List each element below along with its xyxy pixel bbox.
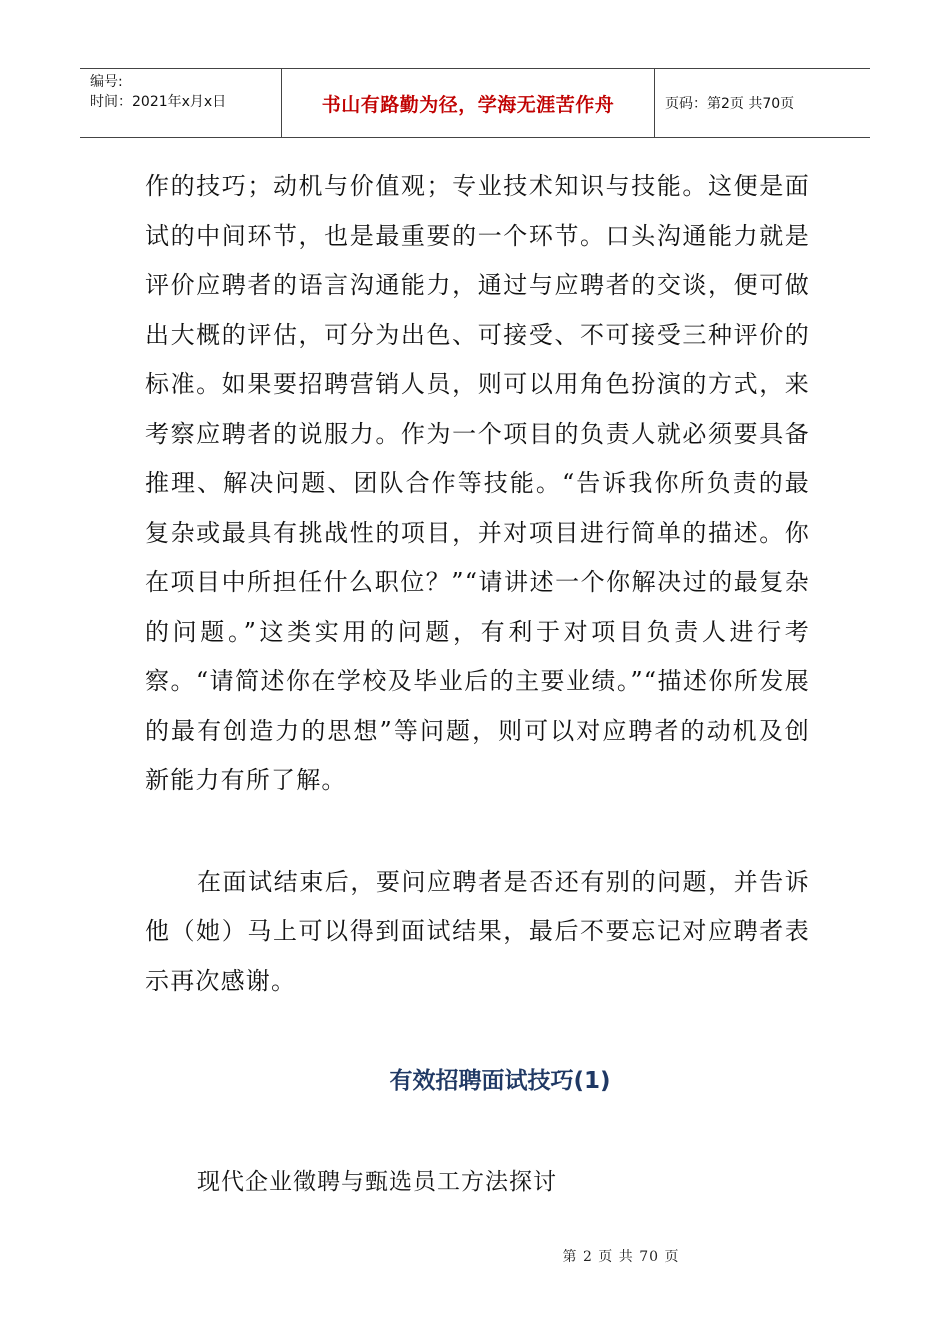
- body-paragraph-1: 作的技巧；动机与价值观；专业技术知识与技能。这便是面试的中间环节，也是最重要的一个环节。口头沟通能力就是评价应聘者的语言沟通能力，通过与应聘者的交谈，便可做出大概的评估，可分为出色、可接受、不可接受三种评价的标准。如果要招聘营销人员，则可以用角色扮演的方式，来考察应聘者的说服力。作为一个项目的负责人就必须要具备推理、解决问题、团队合作等技能。“告诉我你所负责的最复杂或最具有挑战性的项目，并对项目进行简单的描述。你在项目中所担任什么职位？”“请讲述一个你解决过的最复杂的问题。”这类实用的问题，有利于对项目负责人进行考察。“请简述你在学校及毕业后的主要业绩。”“描述你所发展的最有创造力的思想”等问题，则可以对应聘者的动机及创新能力有所了解。: [145, 172, 810, 794]
- header-meta: [80, 69, 281, 137]
- page-footer: 第 2 页 共 70 页: [562, 1249, 680, 1265]
- header-motto: 书山有路勤为径，学海无涯苦作舟: [281, 69, 655, 137]
- header-page-info: 页码：第2页 共70页: [665, 96, 795, 112]
- document-number-label: 编号:: [90, 74, 123, 90]
- body-paragraph-2: 在面试结束后，要问应聘者是否还有别的问题，并告诉他（她）马上可以得到面试结果，最后不要忘记对应聘者表示再次感谢。: [145, 867, 810, 995]
- paragraph-gap: [145, 806, 810, 858]
- page-header: [80, 68, 870, 138]
- document-body: [145, 162, 810, 1006]
- section-title: 有效招聘面试技巧(1): [389, 1068, 611, 1094]
- document-time-label: 时间：2021年x月x日: [90, 94, 227, 110]
- section-subtitle: 现代企业徵聘与甄选员工方法探讨: [197, 1169, 557, 1195]
